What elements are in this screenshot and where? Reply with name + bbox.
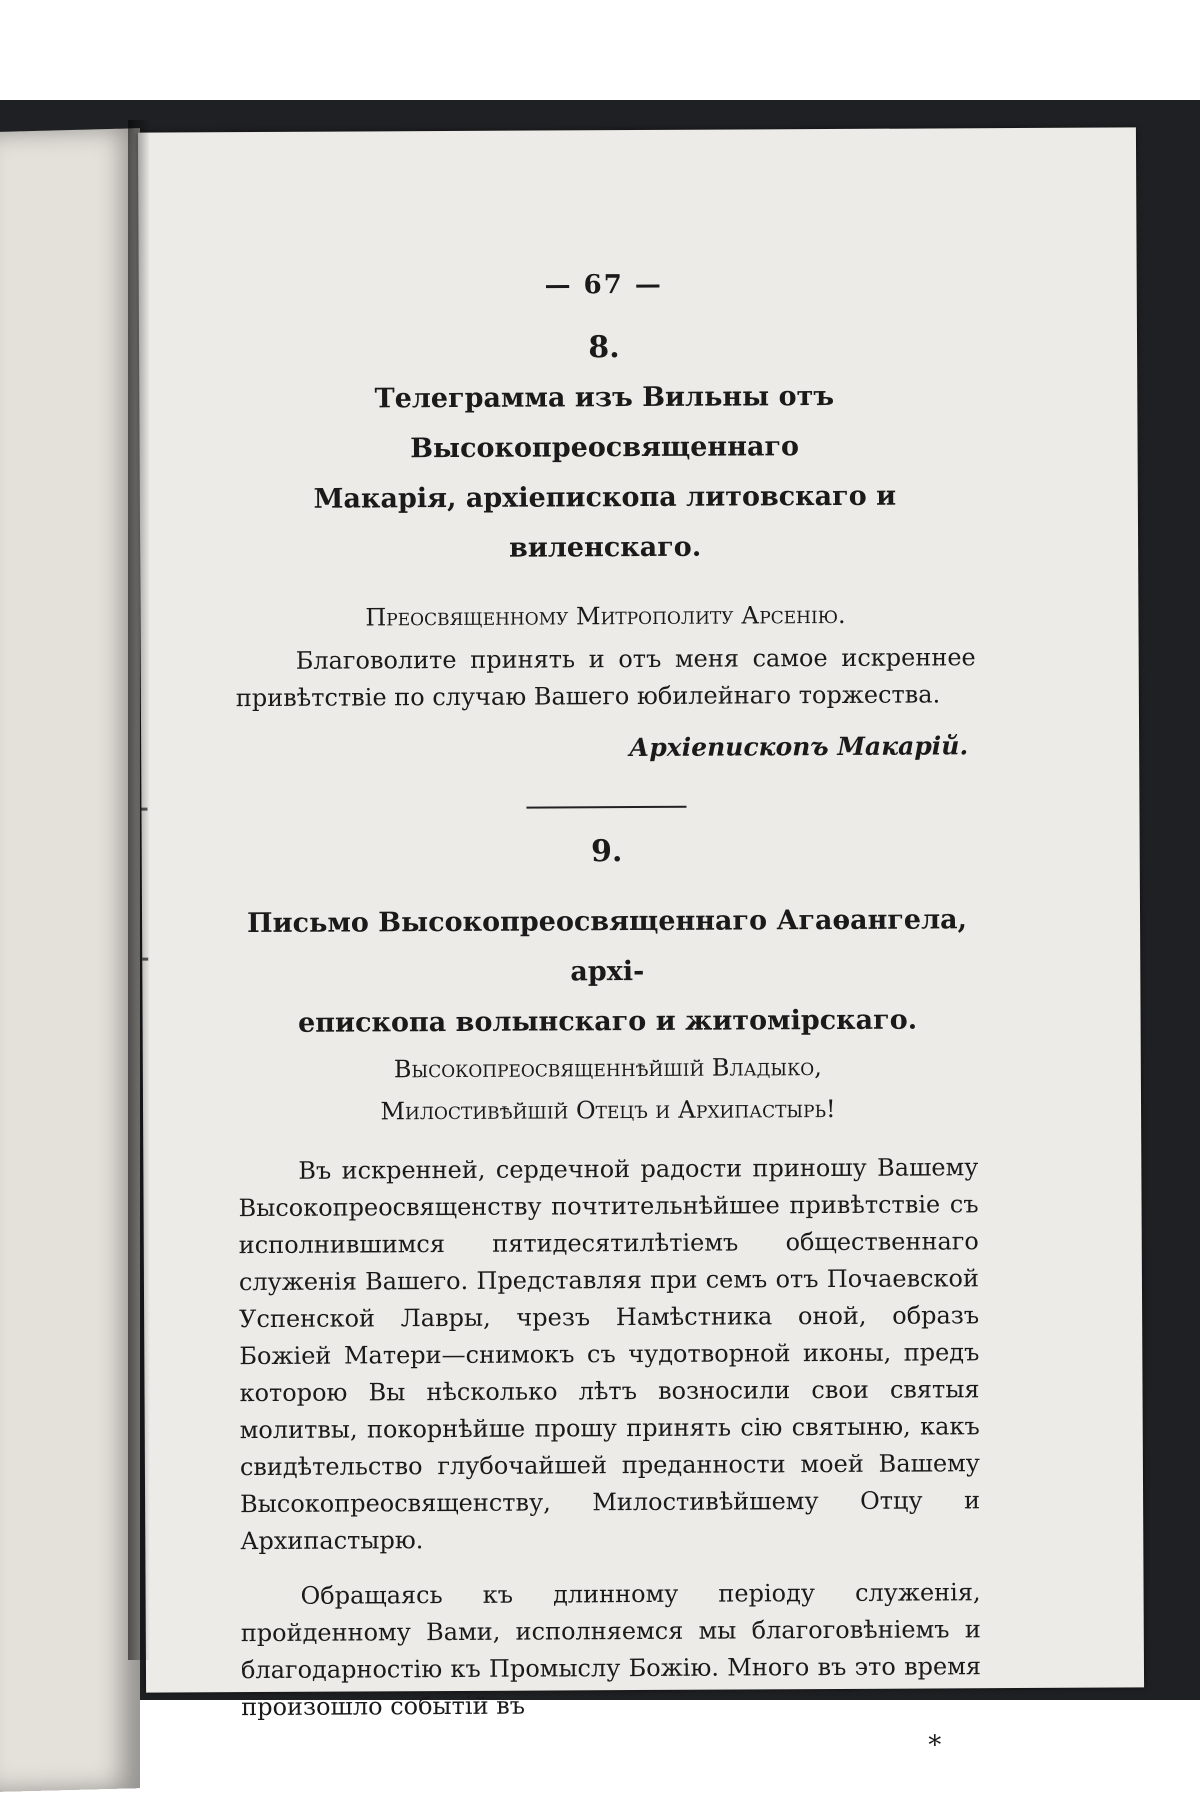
section-divider: [526, 806, 686, 809]
section-8-number: 8.: [588, 330, 620, 366]
section-9-salutation-line2: Милостивѣйшій Отецъ и Архипастырь!: [380, 1094, 836, 1126]
page-number: — 67 —: [544, 269, 663, 301]
section-8-address: Преосвященному Митрополиту Арсенію.: [365, 600, 846, 632]
page-content: [234, 268, 982, 1764]
section-9-heading-line2: епископа волынскаго и житомірскаго.: [297, 1004, 918, 1039]
photo-background: [0, 100, 1200, 1761]
section-8-signature: Архіепископъ Макарій.: [628, 731, 969, 763]
section-9-paragraph1: Въ искренней, сердечной радости приношу Вашему Высокопреосвященству почтительнѣйшее привѣтствіе съ исполнившимся пятидесятилѣтіемъ общественнаго служенія Вашего. Представляя при семъ отъ Почаевской Успенской Лавры, чрезъ Намѣстника оной, образъ Божіей Матери—снимокъ съ чудотворной иконы, предъ которою Вы нѣсколько лѣтъ возносили свои святыя молитвы, покорнѣйше прошу принять сію святыню, какъ свидѣтельство глубочайшей преданности моей Вашему Высокопреосвященству, Милостивѣйшему Отцу и Архипастырю.: [238, 1153, 981, 1556]
document-page: [138, 127, 1144, 1761]
section-8-heading-line1: Телеграмма изъ Вильны отъ Высокопреосвященнаго: [374, 380, 835, 465]
book-gutter-shadow: [128, 120, 150, 1660]
section-8-heading-line2: Макарія, архіепископа литовскаго и виленскаго.: [313, 480, 897, 564]
footer-asterisk: *: [928, 1730, 942, 1761]
section-9-paragraph2: Обращаясь къ длинному періоду служенія, пройденному Вами, исполняемся мы благоговѣніемъ и благодарностію къ Промыслу Божію. Много въ это время произошло событій въ: [240, 1578, 982, 1722]
section-9-number: 9.: [590, 834, 623, 870]
section-9-salutation-line1: Высокопреосвященнѣйшій Владыко,: [393, 1053, 822, 1084]
section-9-heading-line1: Письмо Высокопреосвященнаго Агаѳангела, архі-: [247, 904, 968, 988]
left-page-edge: [2, 331, 16, 1231]
left-page: [0, 128, 140, 1792]
section-8-body: Благоволите принять и отъ меня самое искреннее привѣтствіе по случаю Вашего юбилейнаго торжества.: [235, 643, 976, 713]
